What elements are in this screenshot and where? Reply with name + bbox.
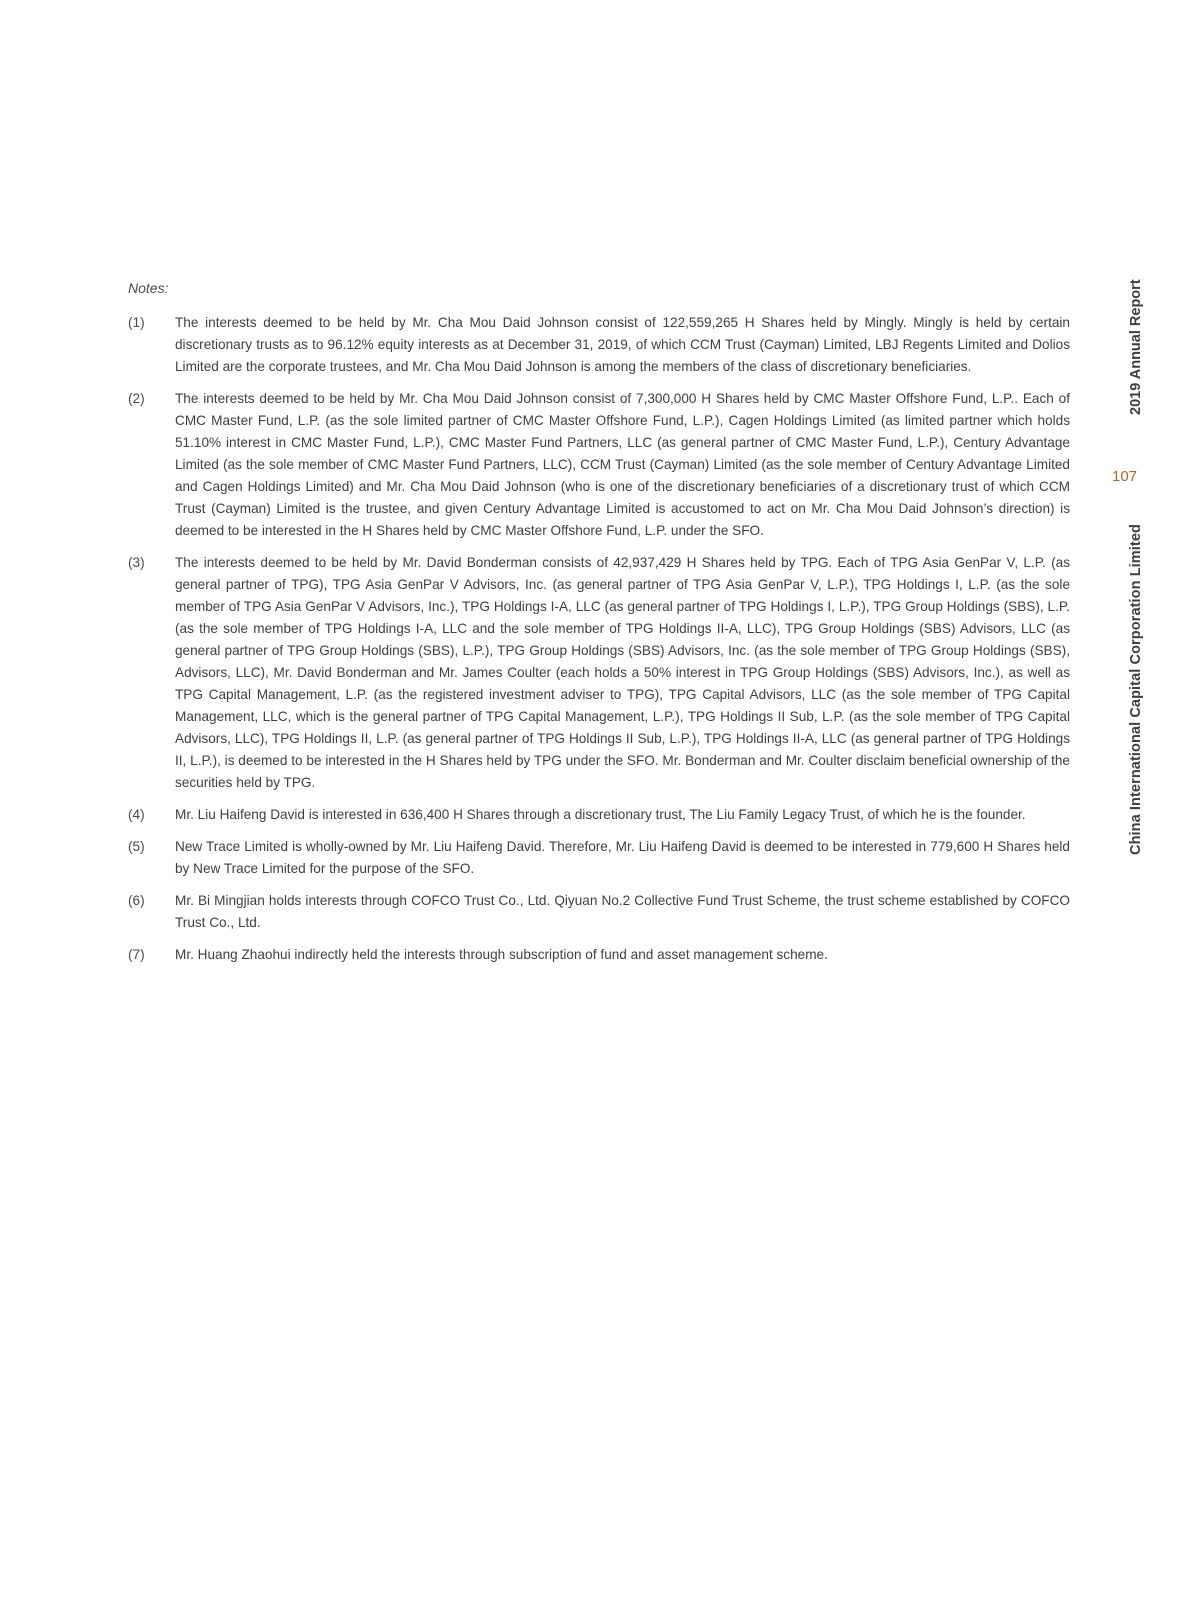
note-item xyxy=(128,552,1070,794)
note-number: (3) xyxy=(128,555,145,570)
note-text: The interests deemed to be held by Mr. Cha Mou Daid Johnson consist of 7,300,000 H Shares held by CMC Master Offshore Fund, L.P.. Each of CMC Master Fund, L.P. (as the sole limited partner of CMC Master Offshore Fund, L.P.), Cagen Holdings Limited (as limited partner which holds 51.10% interest in CMC Master Fund, L.P.), CMC Master Fund Partners, LLC (as general partner of CMC Master Fund, L.P.), Century Advantage Limited (as the sole member of CMC Master Fund Partners, LLC), CCM Trust (Cayman) Limited (as the sole member of Century Advantage Limited and Cagen Holdings Limited) and Mr. Cha Mou Daid Johnson (who is one of the discretionary beneficiaries of a discretionary trust of which CCM Trust (Cayman) Limited is the trustee, and given Century Advantage Limited is accustomed to act on Mr. Cha Mou Daid Johnson’s direction) is deemed to be interested in the H Shares held by CMC Master Offshore Fund, L.P. under the SFO. xyxy=(175,391,1070,538)
sidebar-company-name: China International Capital Corporation Limited xyxy=(1128,524,1144,855)
note-number: (7) xyxy=(128,947,145,962)
note-text: Mr. Liu Haifeng David is interested in 636,400 H Shares through a discretionary trust, The Liu Family Legacy Trust, of which he is the founder. xyxy=(175,807,1026,822)
note-number: (5) xyxy=(128,839,145,854)
note-number: (1) xyxy=(128,315,145,330)
note-number: (4) xyxy=(128,807,145,822)
note-number: (2) xyxy=(128,391,145,406)
note-number: (6) xyxy=(128,893,145,908)
note-item xyxy=(128,804,1070,826)
notes-list xyxy=(128,312,1070,976)
sidebar-report-title: 2019 Annual Report xyxy=(1128,279,1144,415)
note-item xyxy=(128,890,1070,934)
note-item xyxy=(128,388,1070,542)
note-text: Mr. Bi Mingjian holds interests through COFCO Trust Co., Ltd. Qiyuan No.2 Collective Fund Trust Scheme, the trust scheme established by COFCO Trust Co., Ltd. xyxy=(175,893,1070,930)
note-text: Mr. Huang Zhaohui indirectly held the interests through subscription of fund and asset management scheme. xyxy=(175,947,828,962)
note-item xyxy=(128,312,1070,378)
note-item xyxy=(128,836,1070,880)
page-number: 107 xyxy=(1112,468,1138,485)
note-text: The interests deemed to be held by Mr. Cha Mou Daid Johnson consist of 122,559,265 H Shares held by Mingly. Mingly is held by certain discretionary trusts as to 96.12% equity interests as at December 31, 2019, of which CCM Trust (Cayman) Limited, LBJ Regents Limited and Dolios Limited are the corporate trustees, and Mr. Cha Mou Daid Johnson is among the members of the class of discretionary beneficiaries. xyxy=(175,315,1070,374)
note-text: The interests deemed to be held by Mr. David Bonderman consists of 42,937,429 H Shares held by TPG. Each of TPG Asia GenPar V, L.P. (as general partner of TPG), TPG Asia GenPar V Advisors, Inc. (as general partner of TPG Asia GenPar V, L.P.), TPG Holdings I, L.P. (as the sole member of TPG Asia GenPar V Advisors, Inc.), TPG Holdings I-A, LLC (as general partner of TPG Holdings I, L.P.), TPG Group Holdings (SBS), L.P. (as the sole member of TPG Holdings I-A, LLC and the sole member of TPG Holdings II-A, LLC), TPG Group Holdings (SBS) Advisors, LLC (as general partner of TPG Group Holdings (SBS), L.P.), TPG Group Holdings (SBS) Advisors, Inc. (as the sole member of TPG Group Holdings (SBS), Advisors, LLC), Mr. David Bonderman and Mr. James Coulter (each holds a 50% interest in TPG Group Holdings (SBS) Advisors, Inc.), as well as TPG Capital Management, L.P. (as the registered investment adviser to TPG), TPG Capital Advisors, LLC (as the sole member of TPG Capital Management, LLC, which is the general partner of TPG Capital Management, L.P.), TPG Holdings II Sub, L.P. (as the sole member of TPG Capital Advisors, LLC), TPG Holdings II, L.P. (as general partner of TPG Holdings II Sub, L.P.), TPG Holdings II-A, LLC (as general partner of TPG Holdings II, L.P.), is deemed to be interested in the H Shares held by TPG under the SFO. Mr. Bonderman and Mr. Coulter disclaim beneficial ownership of the securities held by TPG. xyxy=(175,555,1070,790)
note-text: New Trace Limited is wholly-owned by Mr. Liu Haifeng David. Therefore, Mr. Liu Haifeng David is deemed to be interested in 779,600 H Shares held by New Trace Limited for the purpose of the SFO. xyxy=(175,839,1070,876)
note-item xyxy=(128,944,1070,966)
notes-heading: Notes: xyxy=(128,280,169,296)
